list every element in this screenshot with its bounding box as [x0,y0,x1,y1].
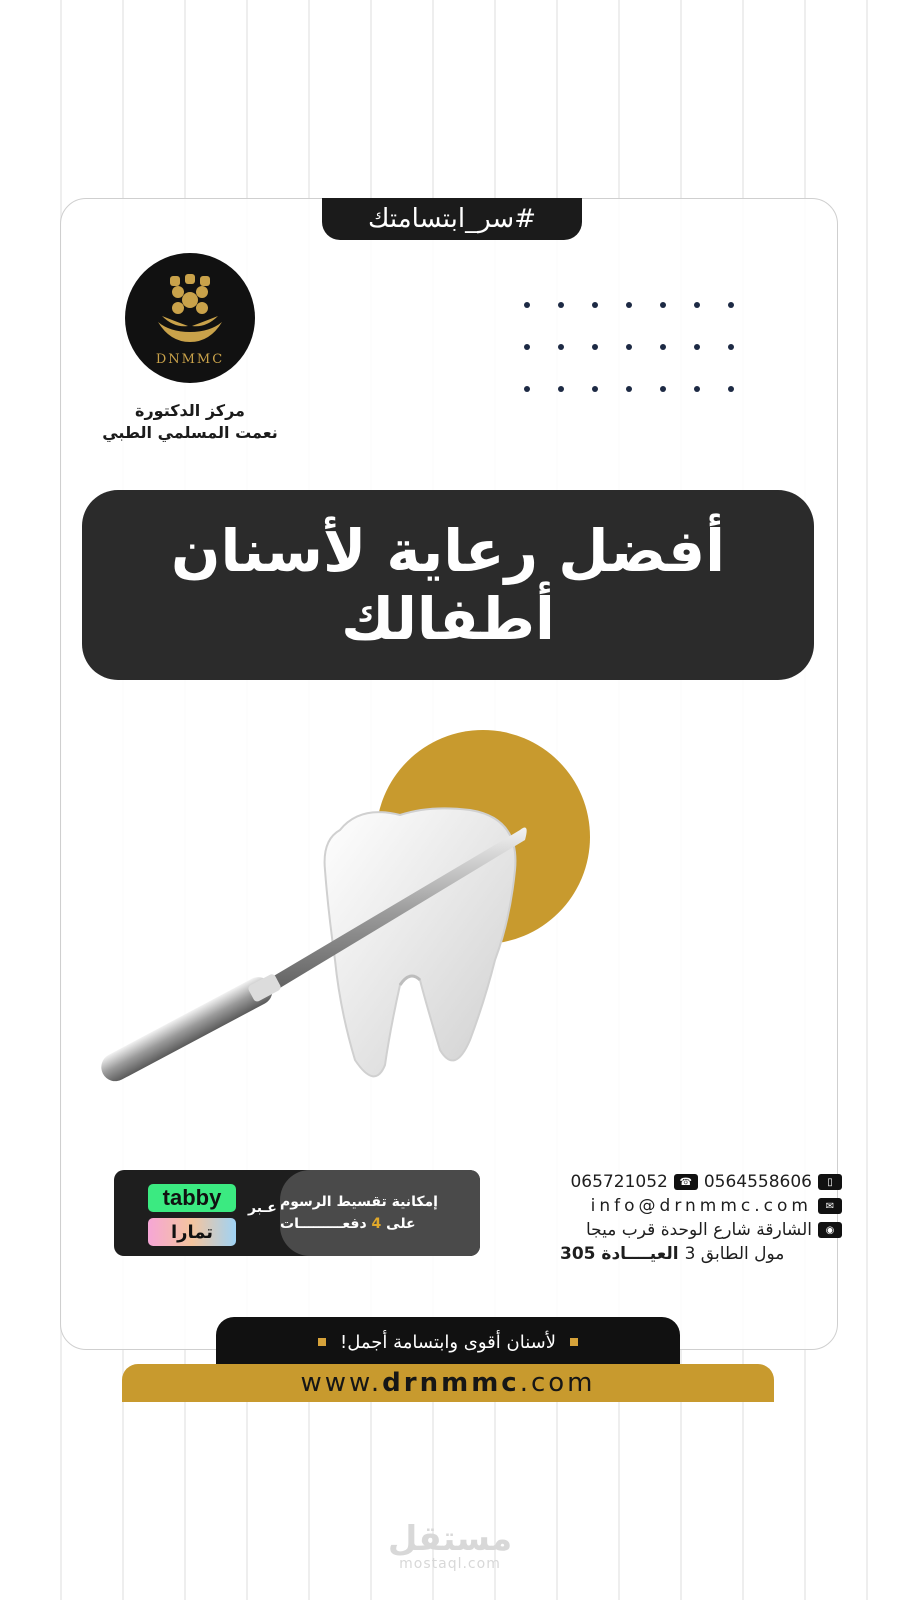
website-bar[interactable] [122,1364,774,1402]
headline-banner [82,490,814,680]
hashtag-tab: #سر_ابتسامتك [322,198,582,240]
via-label: عـبر [248,1200,277,1216]
watermark-latin: mostaql.com [399,1556,501,1572]
url-domain: drnmmc [382,1368,520,1398]
url-suffix: .com [519,1368,596,1398]
address-line2-prefix: مول الطابق 3 [684,1244,785,1264]
logo-text: DNMMC [155,351,225,367]
installment-line1: إمكانية تقسيط الرسوم [280,1194,438,1210]
mobile-icon: ▯ [818,1174,842,1190]
mobile-number[interactable]: 0564558606 [703,1172,812,1192]
slogan-tab [216,1317,680,1367]
tooth-with-dental-probe-icon [100,800,620,1120]
square-bullet-icon [570,1338,578,1346]
tooth-flower-emblem-icon [140,270,240,350]
center-name-line1: مركز الدكتورة [135,401,245,420]
location-pin-icon: ◉ [818,1222,842,1238]
decorative-dot-grid [524,302,744,402]
contact-info [560,1170,842,1266]
installment-payments: دفعـــــــــات [280,1216,367,1232]
installment-text [280,1170,480,1256]
clinic-number: العيــــادة 305 [560,1244,679,1264]
url-prefix: www. [300,1368,383,1398]
tabby-logo: tabby [148,1184,236,1212]
installment-box [114,1170,480,1256]
address-row [560,1218,842,1242]
mostaql-watermark [380,1519,520,1572]
slogan-text: لأسنان أقوى وابتسامة أجمل! [340,1331,556,1353]
phone-icon: ☎ [674,1174,698,1190]
square-bullet-icon [318,1338,326,1346]
center-name [100,400,280,444]
mail-icon: ✉ [818,1198,842,1214]
installment-on: على [386,1216,416,1232]
center-name-line2: نعمت المسلمي الطبي [102,423,278,442]
email-row [560,1194,842,1218]
installment-count: 4 [371,1216,382,1232]
address-row-2 [560,1242,842,1266]
installment-line2 [280,1213,416,1235]
watermark-arabic: مستقل [387,1519,513,1559]
clinic-logo [125,253,255,383]
email-address[interactable]: info@drnmmc.com [590,1196,812,1216]
headline: أفضل رعاية لأسنان أطفالك [170,517,726,653]
address-line1: الشارقة شارع الوحدة قرب ميجا [585,1220,812,1240]
landline-number[interactable]: 065721052 [570,1172,668,1192]
tamara-logo: تمارا [148,1218,236,1246]
phone-row [560,1170,842,1194]
